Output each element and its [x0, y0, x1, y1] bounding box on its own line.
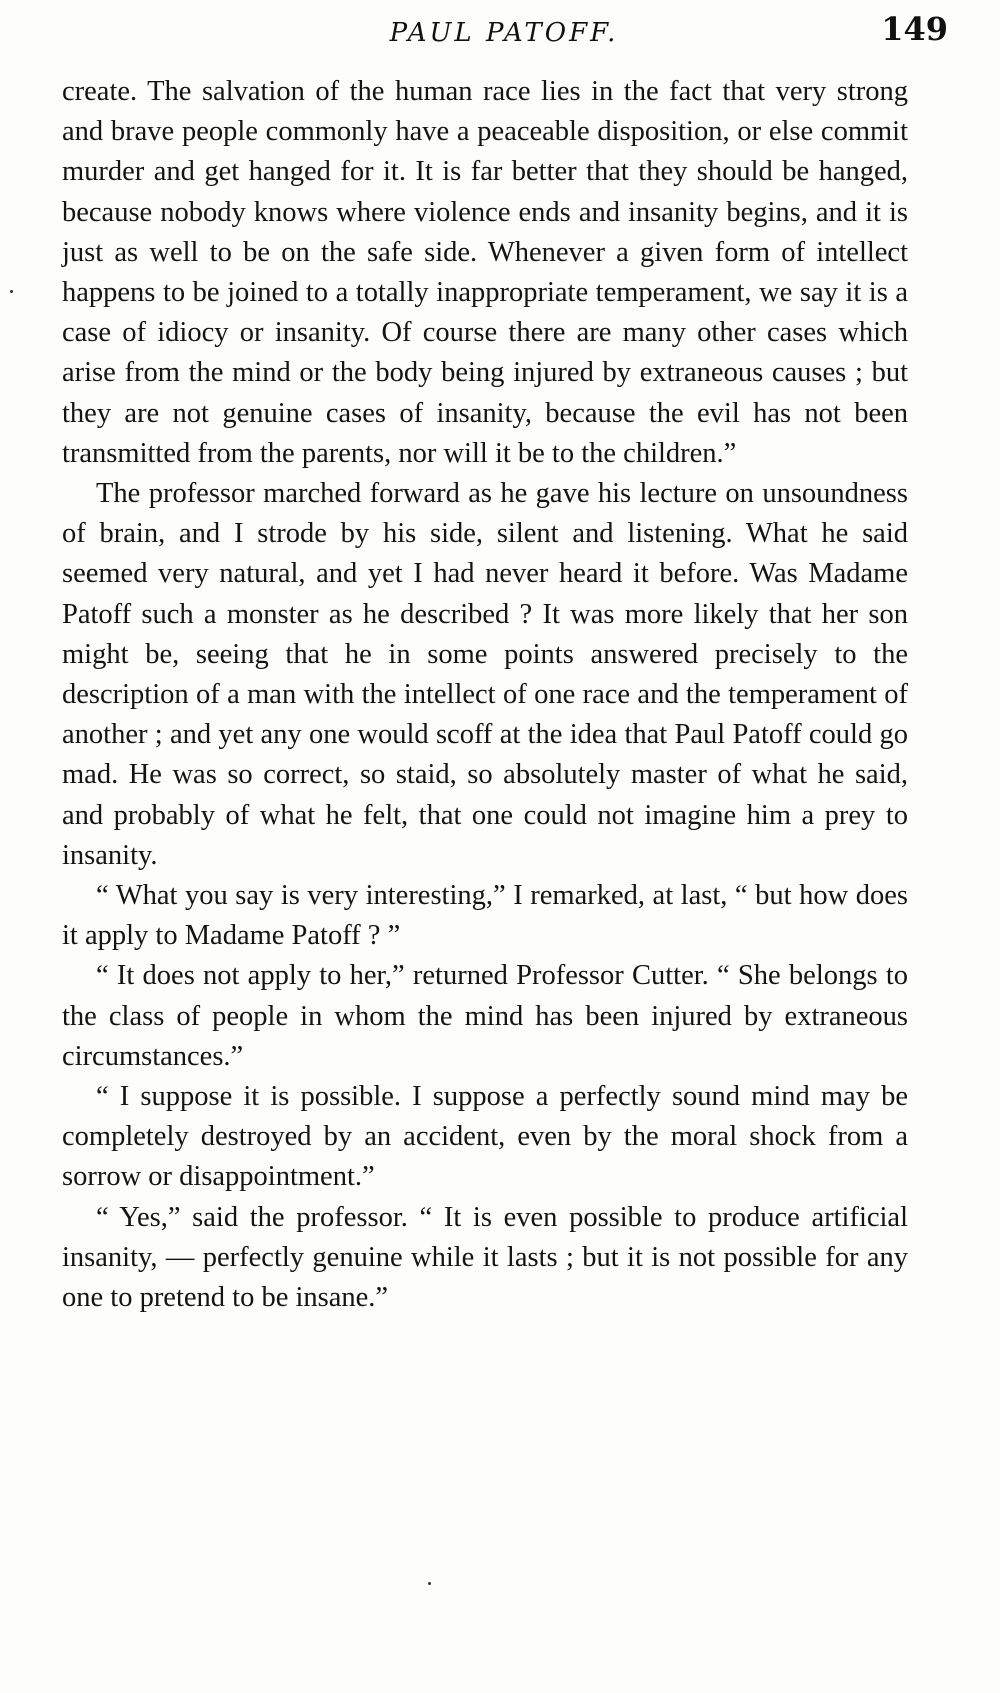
running-title: PAUL PATOFF.	[389, 18, 619, 48]
margin-speck	[10, 290, 13, 293]
paragraph-6: “ Yes,” said the professor. “ It is even possible to produce artificial insanity, — perfectly genuine while it lasts ; but it is not possible for any one to pretend to be insane.”	[62, 1201, 908, 1314]
bottom-speck	[428, 1582, 431, 1585]
paragraph-5: “ I suppose it is possible. I suppose a perfectly sound mind may be completely destroyed by an accident, even by the moral shock from a sorrow or disappointment.”	[62, 1081, 908, 1193]
paragraph-3: “ What you say is very interesting,” I remarked, at last, “ but how does it apply to Madame Patoff ? ”	[62, 880, 908, 952]
body-text	[62, 72, 908, 1318]
page-header	[60, 10, 948, 60]
paragraph-1: create. The salvation of the human race lies in the fact that very strong and brave people commonly have a peaceable disposition, or else commit murder and get hanged for it. It is far better that they should be hanged, because nobody knows where violence ends and insanity begins, and it is just as well to be on the safe side. Whenever a given form of intellect happens to be joined to a totally inappropriate temperament, we say it is a case of idiocy or insanity. Of course there are many other cases which arise from the mind or the body being injured by extraneous causes ; but they are not genuine cases of insanity, because the evil has not been transmitted from the parents, nor will it be to the children.”	[62, 76, 908, 469]
paragraph-4: “ It does not apply to her,” returned Professor Cutter. “ She belongs to the class of people in whom the mind has been injured by extraneous circumstances.”	[62, 960, 908, 1072]
page-number: 149	[881, 10, 948, 48]
paragraph-2: The professor marched forward as he gave his lecture on unsoundness of brain, and I strode by his side, silent and listening. What he said seemed very natural, and yet I had never heard it before. Was Madame Patoff such a monster as he described ? It was more likely that her son might be, seeing that he in some points answered precisely to the description of a man with the intellect of one race and the temperament of another ; and yet any one would scoff at the idea that Paul Patoff could go mad. He was so correct, so staid, so absolutely master of what he said, and probably of what he felt, that one could not imagine him a prey to insanity.	[62, 478, 908, 871]
